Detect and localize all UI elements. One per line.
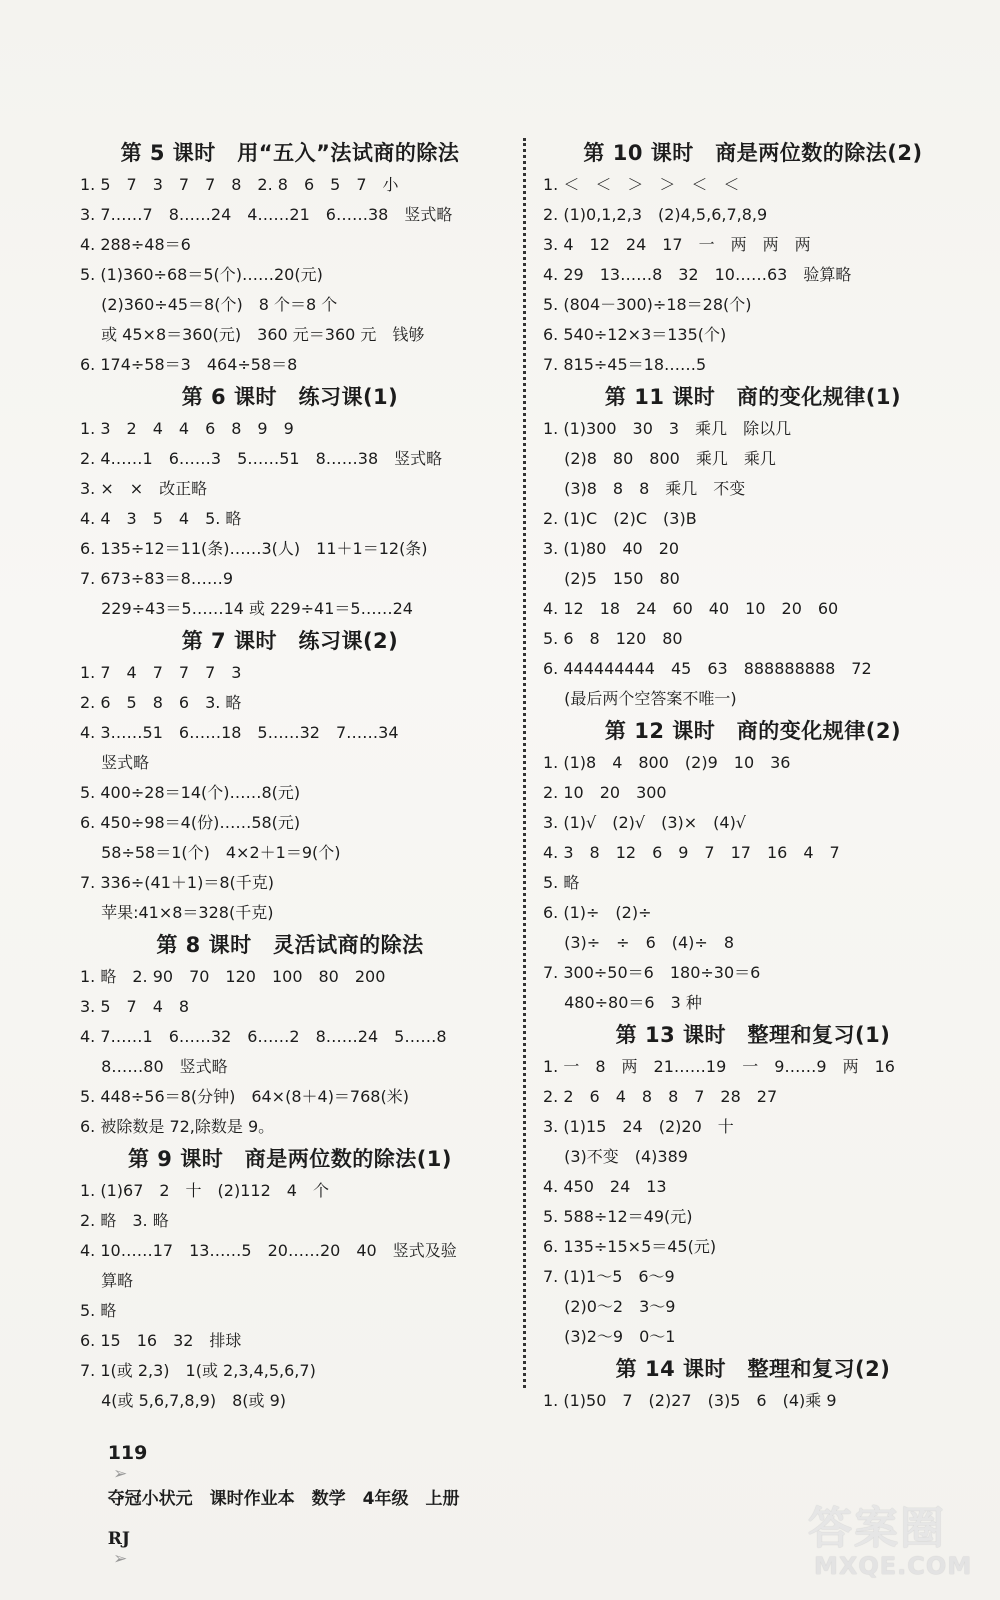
section-title: 第 12 课时 商的变化规律(2) <box>604 719 902 743</box>
answer-line: 5. 略 <box>543 873 580 892</box>
answer-line: 7. 1(或 2,3) 1(或 2,3,4,5,6,7) <box>80 1361 316 1380</box>
answer-line: 2. (1)C (2)C (3)B <box>543 509 697 528</box>
answer-line: 7. 815÷45＝18……5 <box>543 355 707 374</box>
answer-line: (2)5 150 80 <box>543 569 680 588</box>
answer-section <box>543 1352 963 1416</box>
answer-line: 5. 448÷56＝8(分钟) 64×(8＋4)＝768(米) <box>80 1087 409 1106</box>
answer-line: 2. (1)0,1,2,3 (2)4,5,6,7,8,9 <box>543 205 768 224</box>
answer-line: 2. 10 20 300 <box>543 783 667 802</box>
answer-line: 7. 673÷83＝8……9 <box>80 569 234 588</box>
answer-line: 算略 <box>80 1271 134 1290</box>
edition-label: RJ <box>107 1529 130 1549</box>
answer-line: 4. 29 13……8 32 10……63 验算略 <box>543 265 852 284</box>
answer-line: 1. (1)300 30 3 乘几 除以几 <box>543 419 792 438</box>
answer-line: 480÷80＝6 3 种 <box>543 993 702 1012</box>
answer-line: 5. 6 8 120 80 <box>543 629 683 648</box>
answer-line: 1. 一 8 两 21……19 一 9……9 两 16 <box>543 1057 895 1076</box>
section-title: 第 6 课时 练习课(1) <box>181 385 399 409</box>
answer-line: 3. (1)√ (2)√ (3)× (4)√ <box>543 813 747 832</box>
answer-line: 1. (1)8 4 800 (2)9 10 36 <box>543 753 791 772</box>
answer-line: 1. 7 4 7 7 7 3 <box>80 663 242 682</box>
answer-line: 58÷58＝1(个) 4×2＋1＝9(个) <box>80 843 341 862</box>
section-title: 第 13 课时 整理和复习(1) <box>615 1023 891 1047</box>
answer-line: 1. 5 7 3 7 7 8 2. 8 6 5 7 小 <box>80 175 399 194</box>
answer-line: (3)2～9 0～1 <box>543 1327 676 1346</box>
answer-line: 3. (1)15 24 (2)20 十 <box>543 1117 734 1136</box>
answer-line: 5. 588÷12＝49(元) <box>543 1207 693 1226</box>
answer-line: (3)不变 (4)389 <box>543 1147 688 1166</box>
column-divider <box>523 138 526 1388</box>
answer-line: 竖式略 <box>80 753 150 772</box>
answer-section <box>543 380 963 714</box>
answer-line: (3)8 8 8 乘几 不变 <box>543 479 746 498</box>
answer-line: 5. 400÷28＝14(个)……8(元) <box>80 783 301 802</box>
answer-line: (最后两个空答案不唯一) <box>543 689 737 708</box>
answer-line: 1. 3 2 4 4 6 8 9 9 <box>80 419 294 438</box>
answer-section <box>543 714 963 1018</box>
footer-arrow-icon: ➢ <box>107 1464 133 1484</box>
answer-line: 229÷43＝5……14 或 229÷41＝5……24 <box>80 599 413 618</box>
answer-line: 6. 135÷15×5＝45(元) <box>543 1237 717 1256</box>
answer-line: (2)360÷45＝8(个) 8 个＝8 个 <box>80 295 338 314</box>
watermark-text: 答案圈 <box>808 1503 946 1554</box>
answer-line: 3. 7……7 8……24 4……21 6……38 竖式略 <box>80 205 453 224</box>
answer-line: 3. × × 改正略 <box>80 479 208 498</box>
answer-line: 苹果:41×8＝328(千克) <box>80 903 274 922</box>
watermark <box>808 1492 978 1588</box>
answer-section <box>80 380 500 624</box>
answer-line: 或 45×8＝360(元) 360 元＝360 元 钱够 <box>80 325 425 344</box>
answer-line: 2. 2 6 4 8 8 7 28 27 <box>543 1087 778 1106</box>
answer-line: 7. 300÷50＝6 180÷30＝6 <box>543 963 761 982</box>
answer-line: 2. 6 5 8 6 3. 略 <box>80 693 242 712</box>
answer-line: 1. (1)50 7 (2)27 (3)5 6 (4)乘 9 <box>543 1391 837 1410</box>
answer-line: 4. 10……17 13……5 20……20 40 竖式及验 <box>80 1241 457 1260</box>
answer-line: 4. 3 8 12 6 9 7 17 16 4 7 <box>543 843 840 862</box>
answer-line: 3. (1)80 40 20 <box>543 539 680 558</box>
answer-line: 1. 略 2. 90 70 120 100 80 200 <box>80 967 386 986</box>
book-title: 夺冠小状元 课时作业本 数学 4年级 上册 <box>107 1489 460 1509</box>
answer-line: 6. (1)÷ (2)÷ <box>543 903 652 922</box>
answer-line: 6. 174÷58＝3 464÷58＝8 <box>80 355 298 374</box>
section-title: 第 14 课时 整理和复习(2) <box>615 1357 891 1381</box>
section-title: 第 9 课时 商是两位数的除法(1) <box>127 1147 453 1171</box>
answer-line: 6. 450÷98＝4(份)……58(元) <box>80 813 301 832</box>
answer-line: (3)÷ ÷ 6 (4)÷ 8 <box>543 933 734 952</box>
right-column <box>543 136 963 1416</box>
section-title: 第 7 课时 练习课(2) <box>181 629 399 653</box>
answer-line: (2)0～2 3～9 <box>543 1297 676 1316</box>
answer-line: 4. 4 3 5 4 5. 略 <box>80 509 242 528</box>
answer-section <box>543 136 963 380</box>
page-footer <box>84 1422 460 1589</box>
answer-line: 6. 135÷12＝11(条)……3(人) 11＋1＝12(条) <box>80 539 428 558</box>
answer-line: 4. 450 24 13 <box>543 1177 667 1196</box>
answer-section <box>80 928 500 1142</box>
section-title: 第 8 课时 灵活试商的除法 <box>156 933 424 957</box>
answer-section <box>80 136 500 380</box>
answer-line: 6. 被除数是 72,除数是 9。 <box>80 1117 275 1136</box>
answer-line: 7. 336÷(41＋1)＝8(千克) <box>80 873 274 892</box>
answer-section <box>543 1018 963 1352</box>
section-title: 第 10 课时 商是两位数的除法(2) <box>583 141 923 165</box>
answer-line: 4(或 5,6,7,8,9) 8(或 9) <box>80 1391 287 1410</box>
answer-line: 7. (1)1～5 6～9 <box>543 1267 675 1286</box>
answer-line: 4. 7……1 6……32 6……2 8……24 5……8 <box>80 1027 447 1046</box>
section-title: 第 11 课时 商的变化规律(1) <box>604 385 902 409</box>
watermark-url: MXQE.COM <box>814 1552 973 1580</box>
answer-line: 1. ＜ ＜ ＞ ＞ ＜ ＜ <box>543 175 740 194</box>
answer-section <box>80 1142 500 1416</box>
answer-line: 2. 4……1 6……3 5……51 8……38 竖式略 <box>80 449 443 468</box>
answer-line: 1. (1)67 2 十 (2)112 4 个 <box>80 1181 329 1200</box>
answer-line: 3. 4 12 24 17 一 两 两 两 <box>543 235 811 254</box>
answer-line: 8……80 竖式略 <box>80 1057 228 1076</box>
answer-line: (2)8 80 800 乘几 乘几 <box>543 449 776 468</box>
answer-line: 2. 略 3. 略 <box>80 1211 169 1230</box>
answer-section <box>80 624 500 928</box>
answer-line: 5. (1)360÷68＝5(个)……20(元) <box>80 265 323 284</box>
answer-line: 3. 5 7 4 8 <box>80 997 190 1016</box>
answer-line: 4. 3……51 6……18 5……32 7……34 <box>80 723 399 742</box>
page-number: 119 <box>107 1442 148 1464</box>
footer-arrow-icon-end: ➢ <box>107 1549 128 1569</box>
answer-line: 4. 288÷48＝6 <box>80 235 191 254</box>
left-column <box>80 136 500 1416</box>
answer-line: 6. 444444444 45 63 888888888 72 <box>543 659 872 678</box>
answer-line: 6. 15 16 32 排球 <box>80 1331 242 1350</box>
answer-line: 5. (804－300)÷18＝28(个) <box>543 295 752 314</box>
answer-line: 6. 540÷12×3＝135(个) <box>543 325 727 344</box>
answer-line: 4. 12 18 24 60 40 10 20 60 <box>543 599 839 618</box>
section-title: 第 5 课时 用“五入”法试商的除法 <box>120 141 460 165</box>
answer-line: 5. 略 <box>80 1301 117 1320</box>
